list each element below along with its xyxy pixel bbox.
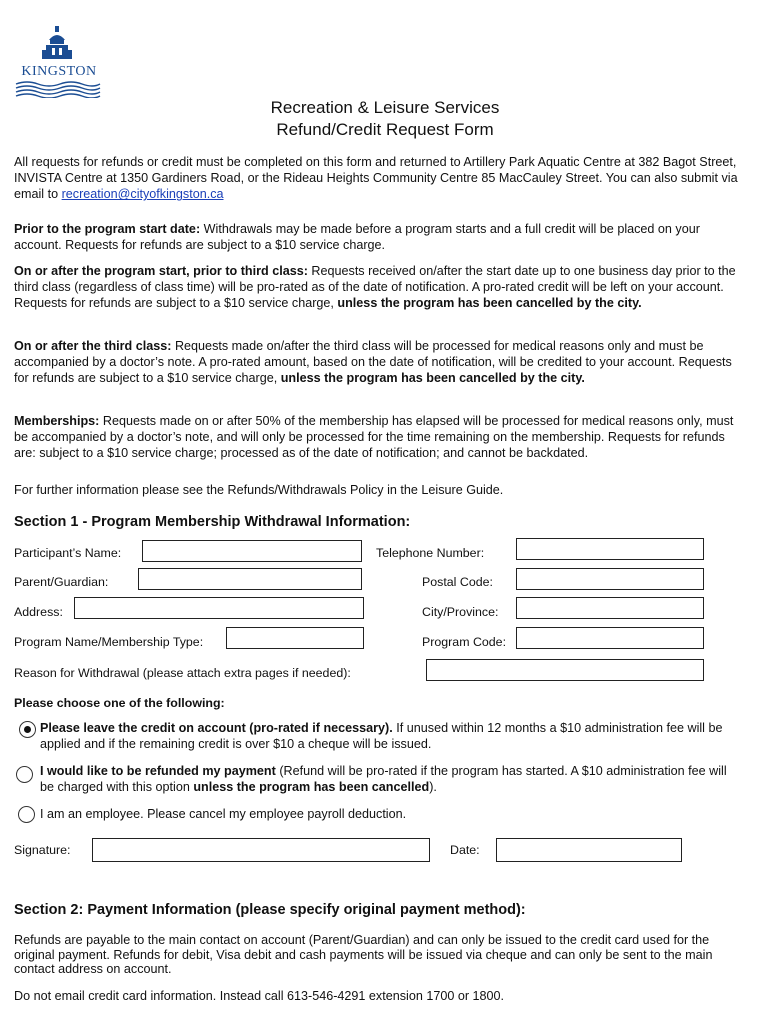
choose-heading: Please choose one of the following: [14, 696, 225, 710]
section1-title: Section 1 - Program Membership Withdrawal Information: [14, 514, 411, 530]
form-title: Recreation & Leisure Services [270, 98, 500, 117]
option-refund-bold: I would like to be refunded my payment [40, 764, 276, 778]
postal-label: Postal Code: [422, 575, 493, 589]
address-field[interactable] [74, 597, 364, 619]
option-refund-end: ). [429, 779, 437, 794]
program-code-field[interactable] [516, 627, 704, 649]
option-credit-bold: Please leave the credit on account (pro-rated if necessary). [40, 721, 393, 735]
policy-prior-heading: Prior to the program start date: [14, 222, 201, 236]
policy-memberships-heading: Memberships: [14, 414, 100, 428]
reason-label: Reason for Withdrawal (please attach extra pages if needed): [14, 666, 351, 680]
policy-before-third [14, 263, 744, 312]
policy-memberships [14, 413, 744, 462]
postal-code-field[interactable] [516, 568, 704, 590]
section2-title: Section 2: Payment Information (please specify original payment method): [14, 902, 526, 918]
signature-field[interactable] [92, 838, 430, 862]
policy-after-third [14, 338, 744, 387]
form-subtitle: Refund/Credit Request Form [276, 120, 494, 139]
option-credit-text [40, 721, 740, 752]
policy-prior [14, 221, 744, 253]
date-field[interactable] [496, 838, 682, 862]
option-refund-detail: (Refund will be pro-rated if the program has started. A $10 administration fee will be charged with this option [40, 764, 727, 794]
telephone-field[interactable] [516, 538, 704, 560]
policy-after-third-heading: On or after the third class: [14, 339, 172, 353]
refund-payment-radio[interactable] [16, 766, 33, 783]
section2-phone-text: Do not email credit card information. Instead call 613-546-4291 extension 1700 or 1800. [14, 989, 505, 1003]
option-employee-text: I am an employee. Please cancel my employee payroll deduction. [40, 807, 407, 821]
program-code-label: Program Code: [422, 635, 507, 649]
policy-before-third-text: Requests received on/after the start date up to one business day prior to the third class (regardless of class time) will be pro-rated as of the date of notification. A pro-rated credit will be left on your account. Requests for refunds are subject to a $10 service charge, [14, 264, 736, 311]
section2-refund-text: Refunds are payable to the main contact on account (Parent/Guardian) and can only be issued to the credit card used for the original payment. Refunds for debit, Visa debit and cash payments will be issued via cheque and can only be sent to the main contact address on account. [14, 933, 713, 976]
employee-payroll-radio[interactable] [18, 806, 35, 823]
address-label: Address: [14, 605, 63, 619]
option-credit-detail: If unused within 12 months a $10 administration fee will be applied and if the remaining credit is over $10 a cheque will be issued. [40, 721, 723, 751]
logo-wordmark: KINGSTON [21, 64, 97, 79]
reason-field[interactable] [426, 659, 704, 681]
city-province-field[interactable] [516, 597, 704, 619]
policy-before-third-heading: On or after the program start, prior to third class: [14, 264, 308, 278]
email-link[interactable]: recreation@cityofkingston.ca [61, 187, 224, 202]
policy-before-third-tail: unless the program has been cancelled by the city. [337, 296, 642, 311]
policy-prior-text: Withdrawals may be made before a program starts and a full credit will be placed on your account. Requests for refunds are subject to a $10 service charge. [14, 222, 700, 253]
program-name-label: Program Name/Membership Type: [14, 635, 204, 649]
option-refund-text [40, 764, 740, 795]
intro-paragraph [14, 154, 744, 203]
participant-label: Participant’s Name: [14, 546, 122, 560]
parent-guardian-field[interactable] [138, 568, 362, 590]
policy-after-third-tail: unless the program has been cancelled by the city. [280, 371, 585, 386]
credit-on-account-radio[interactable] [19, 721, 36, 738]
policy-memberships-text: Requests made on or after 50% of the membership has elapsed will be processed for medical reasons only, must be accompanied by a doctor’s note, and will only be processed for the time remaining on the membership. Requests for refunds are: subject to a $10 service charge; processed as of the date of notification; and cannot be backdated. [14, 414, 734, 461]
program-name-field[interactable] [226, 627, 364, 649]
participant-name-field[interactable] [142, 540, 362, 562]
city-label: City/Province: [422, 605, 499, 619]
intro-text: All requests for refunds or credit must be completed on this form and returned to Artillery Park Aquatic Centre at 382 Bagot Street, INVISTA Centre at 1350 Gardiners Road, or the Rideau Heights Community Centre 85 MacCauley Street. You can also submit via email to [14, 155, 738, 202]
option-refund-tail: unless the program has been cancelled [193, 779, 430, 794]
signature-label: Signature: [14, 843, 71, 857]
date-label: Date: [450, 843, 480, 857]
policy-further-info: For further information please see the Refunds/Withdrawals Policy in the Leisure Guide. [14, 483, 504, 497]
telephone-label: Telephone Number: [376, 546, 485, 560]
kingston-logo [12, 26, 104, 98]
policy-after-third-text: Requests made on/after the third class will be processed for medical reasons only and must be accompanied by a doctor’s note. A pro-rated amount, based on the date of notification, will be credited to your account. Requests for refunds are subject to a $10 service charge, [14, 339, 732, 386]
parent-label: Parent/Guardian: [14, 575, 109, 589]
